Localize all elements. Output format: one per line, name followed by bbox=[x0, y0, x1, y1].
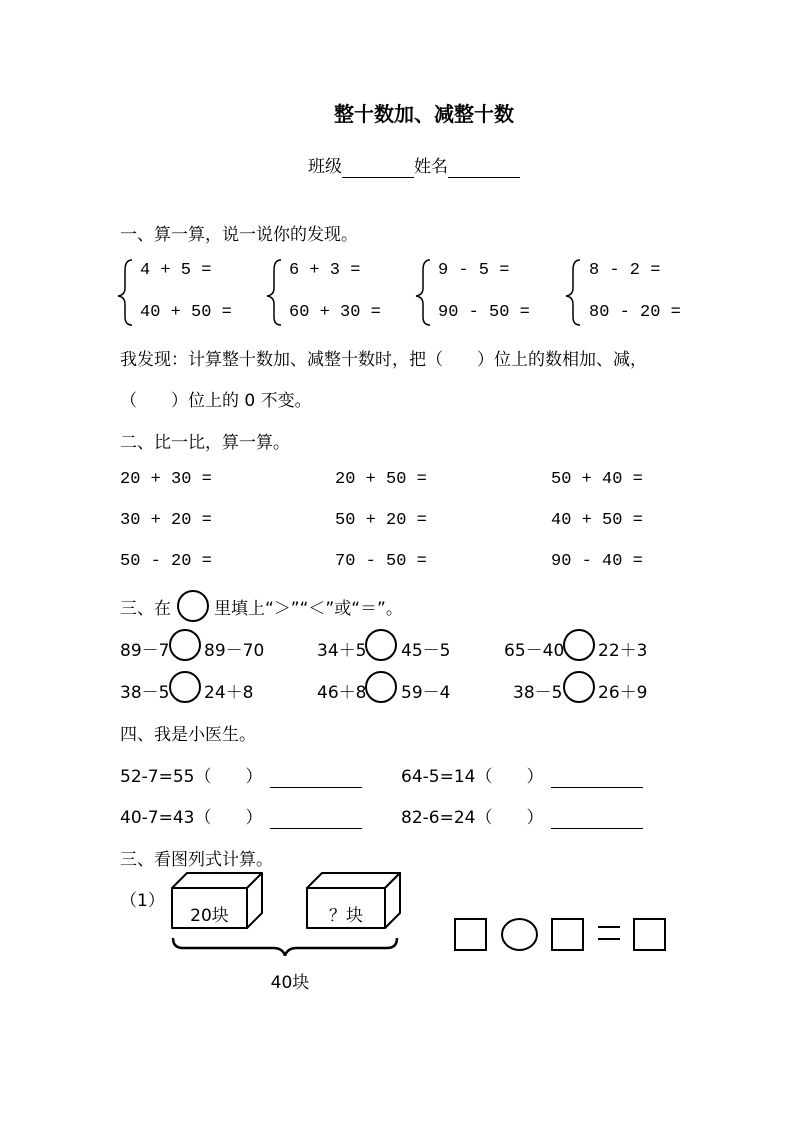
eq-1-top: 4 + 5 = bbox=[140, 261, 212, 280]
doctor-2-expr: 64-5=14 bbox=[401, 767, 476, 787]
compare-1-right: 89－70 bbox=[204, 641, 265, 661]
section3-heading-post: 里填上“＞”“＜”或“＝”。 bbox=[214, 599, 403, 619]
problem-label: （1） bbox=[120, 891, 165, 911]
eq-4-top: 8 - 2 = bbox=[589, 261, 661, 280]
brace-3 bbox=[416, 260, 430, 325]
heading-circle-icon bbox=[177, 590, 209, 622]
name-label: 姓名 bbox=[414, 157, 448, 177]
doctor-2 bbox=[401, 762, 643, 788]
calc-r1-c2: 20 + 50 = bbox=[335, 470, 427, 489]
compare-6-right: 26＋9 bbox=[598, 683, 648, 703]
box2-label: ？块 bbox=[329, 906, 363, 926]
compare-4-circle[interactable] bbox=[169, 671, 201, 703]
doctor-1-blank[interactable] bbox=[270, 767, 362, 788]
section2-heading: 二、比一比，算一算。 bbox=[120, 433, 290, 453]
eq-2-bottom: 60 + 30 = bbox=[289, 303, 381, 322]
doctor-1-expr: 52-7=55 bbox=[120, 767, 195, 787]
compare-6-left: 38－5 bbox=[513, 683, 563, 703]
section1-braces bbox=[0, 255, 794, 335]
calc-r2-c1: 30 + 20 = bbox=[120, 511, 212, 530]
calc-r3-c3: 90 - 40 = bbox=[551, 552, 643, 571]
doctor-4 bbox=[401, 803, 643, 829]
section1-heading: 一、算一算，说一说你的发现。 bbox=[120, 225, 358, 245]
compare-3-right: 22＋3 bbox=[598, 641, 648, 661]
calc-r3-c2: 70 - 50 = bbox=[335, 552, 427, 571]
doctor-3 bbox=[120, 803, 362, 829]
brace-1 bbox=[118, 260, 132, 325]
finding-line-2: （ ）位上的 0 不变。 bbox=[120, 391, 312, 411]
answer-operator-circle[interactable] bbox=[501, 918, 538, 951]
doctor-4-paren[interactable]: （ ） bbox=[475, 808, 544, 828]
compare-3-circle[interactable] bbox=[563, 629, 595, 661]
compare-4-left: 38－5 bbox=[120, 683, 170, 703]
calc-r1-c3: 50 + 40 = bbox=[551, 470, 643, 489]
class-blank[interactable] bbox=[342, 157, 414, 178]
brace-2 bbox=[267, 260, 281, 325]
calc-r2-c3: 40 + 50 = bbox=[551, 511, 643, 530]
box1-label: 20块 bbox=[190, 906, 229, 926]
doctor-2-blank[interactable] bbox=[551, 767, 643, 788]
eq-3-top: 9 - 5 = bbox=[438, 261, 510, 280]
eq-1-bottom: 40 + 50 = bbox=[140, 303, 232, 322]
doctor-4-blank[interactable] bbox=[551, 808, 643, 829]
bottom-brace bbox=[173, 938, 397, 956]
section5-heading: 三、看图列式计算。 bbox=[120, 850, 273, 870]
answer-box-1[interactable] bbox=[454, 918, 487, 951]
eq-2-top: 6 + 3 = bbox=[289, 261, 361, 280]
compare-2-circle[interactable] bbox=[365, 629, 397, 661]
total-label: 40块 bbox=[270, 973, 310, 993]
name-blank[interactable] bbox=[448, 157, 520, 178]
calc-r1-c1: 20 + 30 = bbox=[120, 470, 212, 489]
doctor-3-blank[interactable] bbox=[270, 808, 362, 829]
doctor-3-paren[interactable]: （ ） bbox=[194, 808, 263, 828]
answer-box-2[interactable] bbox=[551, 918, 584, 951]
doctor-1-paren[interactable]: （ ） bbox=[194, 767, 263, 787]
page-title: 整十数加、减整十数 bbox=[334, 102, 514, 126]
doctor-1 bbox=[120, 762, 362, 788]
compare-1-circle[interactable] bbox=[169, 629, 201, 661]
calc-r2-c2: 50 + 20 = bbox=[335, 511, 427, 530]
compare-5-circle[interactable] bbox=[365, 671, 397, 703]
compare-4-right: 24＋8 bbox=[204, 683, 254, 703]
section3-heading-pre: 三、在 bbox=[120, 599, 171, 619]
class-name-line bbox=[308, 152, 520, 178]
compare-6-circle[interactable] bbox=[563, 671, 595, 703]
compare-5-right: 59－4 bbox=[401, 683, 451, 703]
eq-3-bottom: 90 - 50 = bbox=[438, 303, 530, 322]
doctor-4-expr: 82-6=24 bbox=[401, 808, 476, 828]
section4-heading: 四、我是小医生。 bbox=[120, 725, 256, 745]
class-label: 班级 bbox=[308, 157, 342, 177]
compare-3-left: 65－40 bbox=[504, 641, 565, 661]
equals-sign-icon bbox=[598, 926, 620, 940]
compare-2-right: 45－5 bbox=[401, 641, 451, 661]
eq-4-bottom: 80 - 20 = bbox=[589, 303, 681, 322]
answer-box-3[interactable] bbox=[633, 918, 666, 951]
compare-2-left: 34＋5 bbox=[317, 641, 367, 661]
doctor-3-expr: 40-7=43 bbox=[120, 808, 195, 828]
doctor-2-paren[interactable]: （ ） bbox=[475, 767, 544, 787]
compare-5-left: 46＋8 bbox=[317, 683, 367, 703]
finding-line-1: 我发现：计算整十数加、减整十数时，把（ ）位上的数相加、减， bbox=[120, 350, 647, 370]
calc-r3-c1: 50 - 20 = bbox=[120, 552, 212, 571]
compare-1-left: 89－7 bbox=[120, 641, 170, 661]
brace-4 bbox=[566, 260, 580, 325]
